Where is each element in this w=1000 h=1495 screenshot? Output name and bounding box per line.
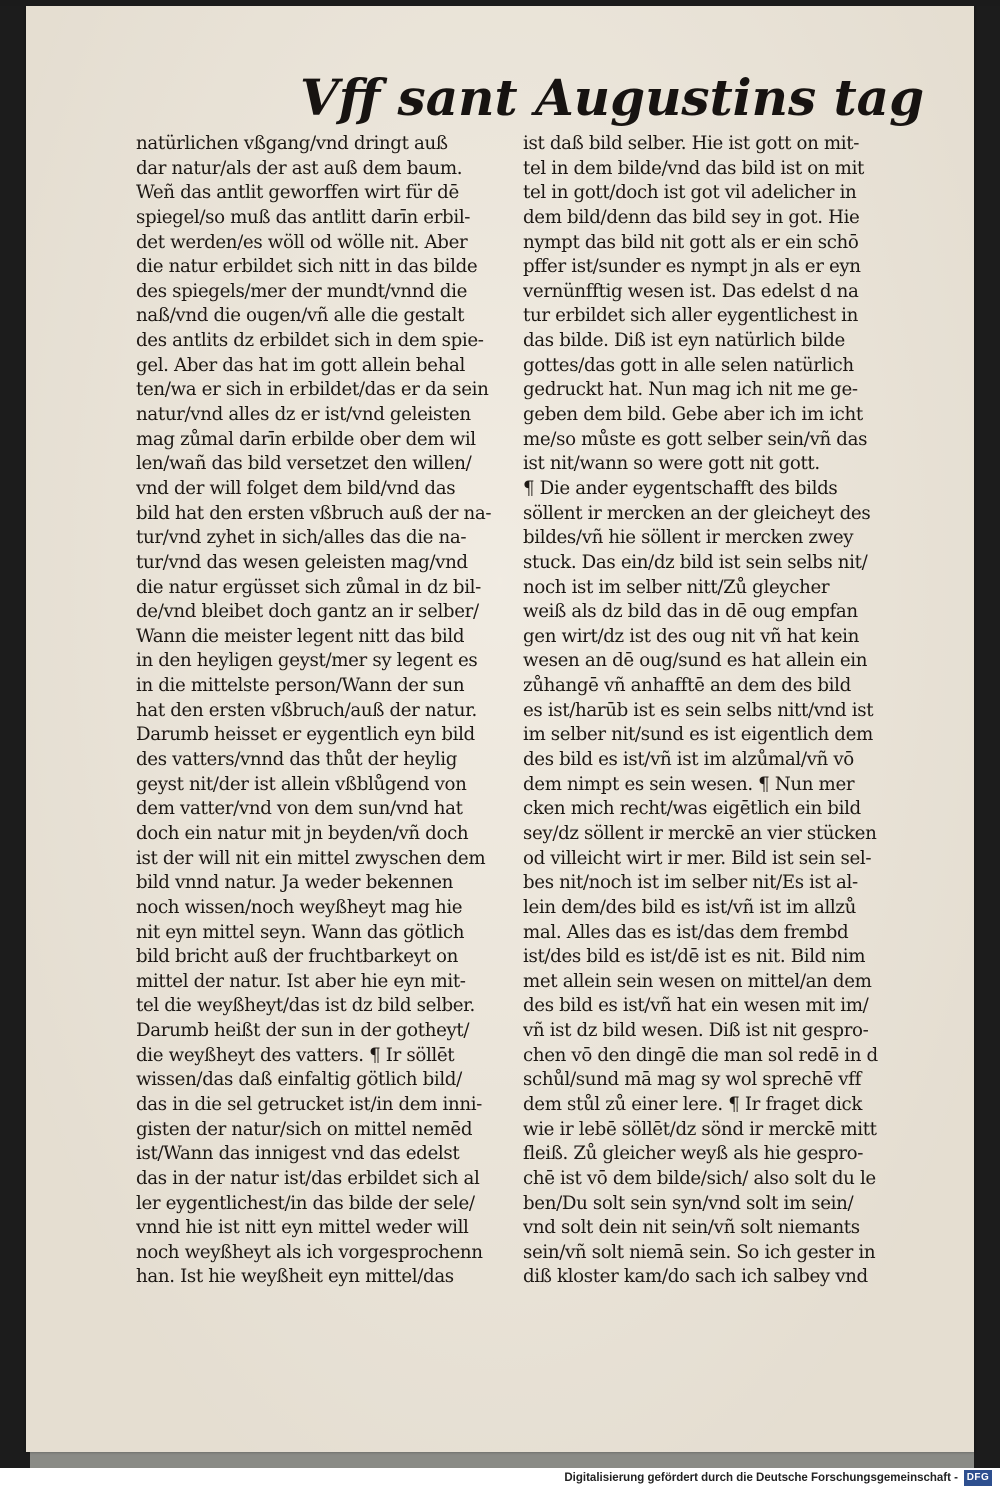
text-line: geben dem bild. Gebe aber ich im icht bbox=[523, 404, 863, 426]
text-line: bild vnnd natur. Ja weder bekennen bbox=[136, 872, 453, 894]
text-line: wesen an dē oug/sund es hat allein ein bbox=[523, 650, 868, 672]
text-line: pffer ist/sunder es nympt jn als er eyn bbox=[523, 256, 861, 278]
text-line: spiegel/so muß das antlitt darīn erbil- bbox=[136, 206, 471, 228]
text-line: in die mittelste person/Wann der sun bbox=[136, 675, 465, 697]
text-line: mal. Alles das es ist/das dem frembd bbox=[523, 921, 849, 943]
text-line: schůl/sund mā mag sy wol sprechē vff bbox=[523, 1069, 861, 1091]
scan-edge-top bbox=[0, 0, 1000, 6]
text-line: weiß als dz bild das in dē oug empfan bbox=[523, 601, 858, 623]
text-line: vnnd hie ist nitt eyn mittel weder will bbox=[136, 1217, 469, 1239]
text-line: noch weyßheyt als ich vorgesprochenn bbox=[136, 1241, 483, 1263]
text-line: natur/vnd alles dz er ist/vnd geleisten bbox=[136, 404, 471, 426]
text-line: han. Ist hie weyßheit eyn mittel/das bbox=[136, 1266, 454, 1288]
text-line: met allein sein wesen on mittel/an dem bbox=[523, 970, 872, 992]
text-line: wissen/das daß einfaltig götlich bild/ bbox=[136, 1069, 462, 1091]
text-line: söllent ir mercken an der gleicheyt des bbox=[523, 502, 871, 524]
text-line: das in die sel getrucket ist/in dem inni- bbox=[136, 1093, 482, 1115]
text-line: ist/Wann das innigest vnd das edelst bbox=[136, 1143, 460, 1165]
digitization-credit: Digitalisierung gefördert durch die Deutsche Forschungsgemeinschaft - bbox=[564, 1472, 958, 1484]
text-line: die weyßheyt des vatters. ¶ Ir söllēt bbox=[136, 1044, 455, 1066]
text-line: Weñ das antlit geworffen wirt für dē bbox=[136, 182, 459, 204]
text-line: bild hat den ersten vßbruch auß der na- bbox=[136, 502, 492, 524]
text-line: tel die weyßheyt/das ist dz bild selber. bbox=[136, 995, 475, 1017]
text-line: tur/vnd zyhet in sich/alles das die na- bbox=[136, 527, 467, 549]
text-line: ten/wa er sich in erbildet/das er da sein bbox=[136, 379, 489, 401]
text-line: dem stůl zů einer lere. ¶ Ir fraget dick bbox=[523, 1093, 863, 1115]
text-line: Darumb heisset er eygentlich eyn bild bbox=[136, 724, 475, 746]
text-line: gel. Aber das hat im gott allein behal bbox=[136, 354, 465, 376]
text-column-left bbox=[136, 132, 508, 1290]
text-column-right bbox=[523, 132, 895, 1290]
text-line: in den heyligen geyst/mer sy legent es bbox=[136, 650, 478, 672]
text-line: gedruckt hat. Nun mag ich nit me ge- bbox=[523, 379, 858, 401]
text-line: des bild es ist/vñ hat ein wesen mit im/ bbox=[523, 995, 869, 1017]
text-line: ben/Du solt sein syn/vnd solt im sein/ bbox=[523, 1192, 854, 1214]
text-line: bildes/vñ hie söllent ir mercken zwey bbox=[523, 527, 854, 549]
text-line: mag zůmal darīn erbilde ober dem wil bbox=[136, 428, 476, 450]
text-line: ist/des bild es ist/dē ist es nit. Bild nim bbox=[523, 946, 866, 968]
text-line: chē ist vō dem bilde/sich/ also solt du le bbox=[523, 1167, 876, 1189]
text-line: dem nimpt es sein wesen. ¶ Nun mer bbox=[523, 773, 855, 795]
text-line: diß kloster kam/do sach ich salbey vnd bbox=[523, 1266, 868, 1288]
text-line: ist daß bild selber. Hie ist gott on mit- bbox=[523, 133, 859, 154]
text-line: bild bricht auß der fruchtbarkeyt on bbox=[136, 946, 458, 968]
text-line: sein/vñ solt niemā sein. So ich gester in bbox=[523, 1241, 876, 1263]
text-line: das bilde. Diß ist eyn natürlich bilde bbox=[523, 330, 845, 352]
scan-edge-right bbox=[974, 0, 1000, 1468]
text-line: mittel der natur. Ist aber hie eyn mit- bbox=[136, 970, 466, 992]
text-line: das in der natur ist/das erbildet sich al bbox=[136, 1167, 480, 1189]
text-line: nit eyn mittel seyn. Wann das götlich bbox=[136, 921, 465, 943]
text-line: dem vatter/vnd von dem sun/vnd hat bbox=[136, 798, 463, 820]
text-line: dem bild/denn das bild sey in got. Hie bbox=[523, 206, 860, 228]
text-line: ¶ Die ander eygentschafft des bilds bbox=[523, 477, 838, 499]
text-line: bes nit/noch ist im selber nit/Es ist al- bbox=[523, 872, 858, 894]
running-title: Vff sant Augustins tag bbox=[300, 68, 925, 127]
text-line: Wann die meister legent nitt das bild bbox=[136, 625, 465, 647]
text-line: tur/vnd das wesen geleisten mag/vnd bbox=[136, 551, 468, 573]
text-line: gisten der natur/sich on mittel nemēd bbox=[136, 1118, 473, 1140]
text-line: gottes/das gott in alle selen natürlich bbox=[523, 354, 854, 376]
text-line: natürlichen vßgang/vnd dringt auß bbox=[136, 133, 448, 154]
text-line: gen wirt/dz ist des oug nit vñ hat kein bbox=[523, 625, 859, 647]
text-line: des bild es ist/vñ ist im alzůmal/vñ vō bbox=[523, 749, 854, 771]
text-line: doch ein natur mit jn beyden/vñ doch bbox=[136, 822, 469, 844]
text-line: vnd der will folget dem bild/vnd das bbox=[136, 477, 456, 499]
text-line: od villeicht wirt ir mer. Bild ist sein sel- bbox=[523, 847, 872, 869]
text-line: des antlits dz erbildet sich in dem spie- bbox=[136, 330, 484, 352]
text-line: chen vō den dingē die man sol redē in d bbox=[523, 1044, 878, 1066]
text-line: vernünfftig wesen ist. Das edelst d na bbox=[523, 280, 859, 302]
text-line: me/so můste es gott selber sein/vñ das bbox=[523, 428, 868, 450]
text-line: nympt das bild nit gott als er ein schō bbox=[523, 231, 859, 253]
text-line: fleiß. Zů gleicher weyß als hie gespro- bbox=[523, 1143, 864, 1165]
text-line: tel in dem bilde/vnd das bild ist on mit bbox=[523, 157, 864, 179]
text-line: noch ist im selber nitt/Zů gleycher bbox=[523, 576, 830, 598]
text-line: noch wissen/noch weyßheyt mag hie bbox=[136, 896, 463, 918]
text-line: lein dem/des bild es ist/vñ ist im allzů bbox=[523, 896, 856, 918]
text-line: det werden/es wöll od wölle nit. Aber bbox=[136, 231, 468, 253]
text-line: ler eygentlichest/in das bilde der sele/ bbox=[136, 1192, 475, 1214]
text-line: naß/vnd die ougen/vñ alle die gestalt bbox=[136, 305, 465, 327]
text-line: des spiegels/mer der mundt/vnnd die bbox=[136, 280, 467, 302]
text-line: es ist/harūb ist es sein selbs nitt/vnd ist bbox=[523, 699, 874, 721]
text-line: ist der will nit ein mittel zwyschen dem bbox=[136, 847, 486, 869]
text-line: cken mich recht/was eigētlich ein bild bbox=[523, 798, 861, 820]
text-line: hat den ersten vßbruch/auß der natur. bbox=[136, 699, 477, 721]
text-line: len/wañ das bild versetzet den willen/ bbox=[136, 453, 472, 475]
dfg-logo: DFG bbox=[964, 1470, 992, 1486]
text-line: ist nit/wann so were gott nit gott. bbox=[523, 453, 820, 475]
text-line: Darumb heißt der sun in der gotheyt/ bbox=[136, 1020, 470, 1042]
text-line: geyst nit/der ist allein vßblůgend von bbox=[136, 773, 467, 795]
text-line: wie ir lebē söllēt/dz sönd ir merckē mitt bbox=[523, 1118, 877, 1140]
text-line: stuck. Das ein/dz bild ist sein selbs nit/ bbox=[523, 551, 868, 573]
text-line: die natur ergüsset sich zůmal in dz bil- bbox=[136, 576, 481, 598]
text-line: sey/dz söllent ir merckē an vier stücken bbox=[523, 822, 877, 844]
text-line: die natur erbildet sich nitt in das bilde bbox=[136, 256, 478, 278]
text-line: im selber nit/sund es ist eigentlich dem bbox=[523, 724, 873, 746]
text-line: de/vnd bleibet doch gantz an ir selber/ bbox=[136, 601, 479, 623]
text-line: tur erbildet sich aller eygentlichest in bbox=[523, 305, 858, 327]
text-line: zůhangē vñ anhafftē an dem des bild bbox=[523, 675, 851, 697]
text-line: dar natur/als der ast auß dem baum. bbox=[136, 157, 463, 179]
text-line: vñ ist dz bild wesen. Diß ist nit gespro- bbox=[523, 1020, 869, 1042]
text-line: des vatters/vnnd das thůt der heylig bbox=[136, 749, 458, 771]
text-line: vnd solt dein nit sein/vñ solt niemants bbox=[523, 1217, 860, 1239]
text-line: tel in gott/doch ist got vil adelicher in bbox=[523, 182, 857, 204]
